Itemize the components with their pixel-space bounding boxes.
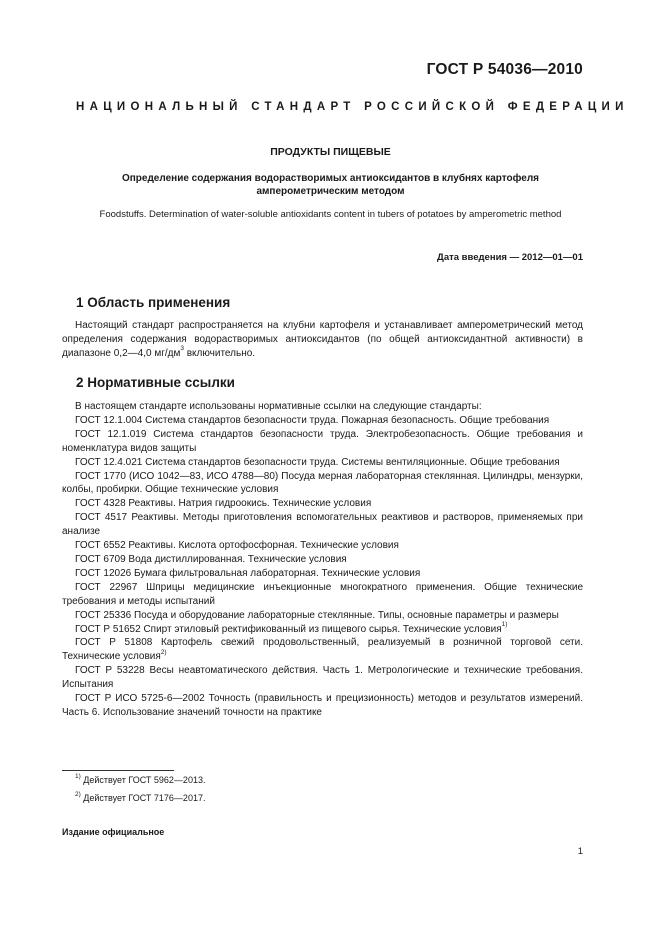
section-2-heading: 2 Нормативные ссылки [76, 375, 235, 390]
reference-text: ГОСТ Р 51652 Спирт этиловый ректификованный из пищевого сырья. Технические условия [75, 623, 502, 635]
reference-item: ГОСТ 6552 Реактивы. Кислота ортофосфорная. Технические условия [75, 540, 399, 552]
footnote-divider [62, 770, 174, 771]
reference-item: ГОСТ 12.1.004 Система стандартов безопасности труда. Пожарная безопасность. Общие требования [75, 414, 550, 426]
footnote-mark: 2) [160, 648, 167, 656]
superscript: 3 [180, 345, 184, 353]
footnote-text: Действует ГОСТ 5962—2013. [80, 775, 206, 785]
page-title: ПРОДУКТЫ ПИЩЕВЫЕ [270, 146, 391, 158]
footnote-mark: 1) [75, 773, 81, 780]
reference-item: ГОСТ 12026 Бумага фильтровальная лабораторная. Технические условия [75, 567, 421, 579]
reference-item [62, 623, 583, 637]
footnote-mark: 2) [75, 791, 81, 798]
reference-item: ГОСТ Р ИСО 5725-6—2002 Точность (правильность и прецизионность) методов и результатов измерений. Часть 6. Использование значений точности на практике [62, 693, 583, 718]
section-1-text-end: включительно. [183, 347, 256, 359]
footnote-text: Действует ГОСТ 7176—2017. [80, 793, 206, 803]
document-code: ГОСТ Р 54036—2010 [426, 61, 583, 78]
reference-item: ГОСТ 22967 Шприцы медицинские инъекционные многократного применения. Общие технические требования и методы испытаний [62, 581, 583, 607]
footnote-mark: 1) [501, 621, 508, 629]
national-standard-banner: НАЦИОНАЛЬНЫЙ СТАНДАРТ РОССИЙСКОЙ ФЕДЕРАЦИИ [76, 101, 629, 113]
reference-text: ГОСТ Р 51808 Картофель свежий продовольственный, реализуемый в розничной торговой сети. Технические условия [62, 637, 583, 663]
page-subtitle: Определение содержания водорастворимых антиоксидантов в клубнях картофеля амперометрическим методом [121, 173, 540, 197]
reference-item: ГОСТ 1770 (ИСО 1042—83, ИСО 4788—80) Посуда мерная лабораторная стеклянная. Цилиндры, мензурки, колбы, пробирки. Общие технические условия [62, 470, 583, 496]
english-title: Foodstuffs. Determination of water-soluble antioxidants content in tubers of potatoes by amperometric method [99, 209, 562, 220]
reference-item: ГОСТ 25336 Посуда и оборудование лабораторные стеклянные. Типы, основные параметры и размеры [75, 609, 559, 621]
official-edition-label: Издание официальное [62, 827, 165, 837]
section-2-body [62, 400, 583, 720]
section-1-heading: 1 Область применения [76, 295, 231, 310]
reference-item: ГОСТ 6709 Вода дистиллированная. Технические условия [75, 553, 347, 565]
reference-item: ГОСТ Р 53228 Весы неавтоматического действия. Часть 1. Метрологические и технические требования. Испытания [62, 665, 583, 691]
footnote-2 [75, 793, 205, 803]
section-1-text: Настоящий стандарт распространяется на клубни картофеля и устанавливает амперометрический метод определения содержания водорастворимых антиоксидантов (по общей антиоксидантной активности) в диапазоне 0,2—4,0 мг/дм [62, 320, 583, 359]
section-1-body [62, 319, 583, 361]
reference-item: ГОСТ 12.4.021 Система стандартов безопасности труда. Системы вентиляционные. Общие требования [75, 456, 560, 468]
reference-item: ГОСТ 4517 Реактивы. Методы приготовления вспомогательных реактивов и растворов, применяемых при анализе [62, 512, 583, 538]
footnote-1 [75, 775, 205, 785]
reference-item: ГОСТ 4328 Реактивы. Натрия гидроокись. Технические условия [75, 498, 372, 510]
reference-item [62, 636, 583, 664]
page-number: 1 [577, 846, 583, 857]
reference-item: ГОСТ 12.1.019 Система стандартов безопасности труда. Электробезопасность. Общие требования и номенклатура видов защиты [62, 428, 583, 454]
section-2-intro: В настоящем стандарте использованы нормативные ссылки на следующие стандарты: [75, 401, 482, 412]
introduction-date: Дата введения — 2012—01—01 [437, 252, 583, 263]
